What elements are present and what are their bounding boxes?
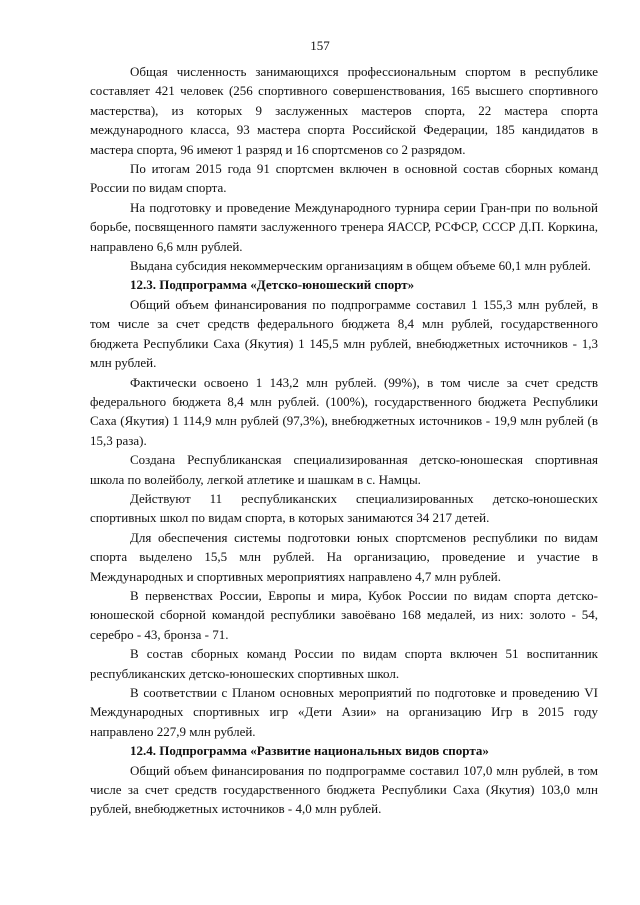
paragraph-schools-count: Действуют 11 республиканских специализированных детско-юношеских спортивных школ по видам спорта, в которых занимаются 34 217 детей. bbox=[90, 490, 598, 526]
page-body bbox=[90, 62, 598, 819]
paragraph-youth-training: Для обеспечения системы подготовки юных спортсменов республики по видам спорта выделено 15,5 млн рублей. На организацию, проведение и участие в Международных и спортивных мероприятиях направлено 4,7 млн рублей. bbox=[90, 529, 598, 584]
section-heading-12-3: 12.3. Подпрограмма «Детско-юношеский спорт» bbox=[130, 277, 415, 293]
paragraph-actually-spent: Фактически освоено 1 143,2 млн рублей. (99%), в том числе за счет средств федерального бюджета 8,4 млн рублей. (100%), государственного бюджета Республики Саха (Якутия) 1 114,9 млн рублей (97,3%), внебюджетных источников - 19,9 млн рублей (в 15,3 раза). bbox=[90, 374, 598, 448]
paragraph-national-team: По итогам 2015 года 91 спортсмен включен в основной состав сборных команд России по видам спорта. bbox=[90, 161, 598, 196]
section-heading-12-4: 12.4. Подпрограмма «Развитие национальных видов спорта» bbox=[130, 743, 489, 759]
paragraph-children-of-asia: В соответствии с Планом основных мероприятий по подготовке и проведению VI Международных спортивных игр «Дети Азии» на организацию Игр в 2015 году направлено 227,9 млн рублей. bbox=[90, 685, 598, 739]
paragraph-athletes-count: Общая численность занимающихся профессиональным спортом в республике составляет 421 человек (256 спортивного совершенствования, 165 высшего спортивного мастерства), из которых 9 заслуженных мастеров спорта, 22 мастера спорта международного класса, 93 мастера спорта Российской Федерации, 185 кандидатов в мастера спорта, 96 имеют 1 разряд и 16 спортсменов со 2 разрядом. bbox=[90, 64, 598, 157]
paragraph-financing-12-3: Общий объем финансирования по подпрограмме составил 1 155,3 млн рублей, в том числе за счет средств федерального бюджета 8,4 млн рублей, государственного бюджета Республики Саха (Якутия) 1 145,5 млн рублей, внебюджетных источников - 1,3 млн рублей. bbox=[90, 296, 598, 371]
page-number: 157 bbox=[310, 38, 330, 53]
paragraph-new-school: Создана Республиканская специализированная детско-юношеская спортивная школа по волейболу, легкой атлетике и шашкам в с. Намцы. bbox=[90, 452, 598, 487]
paragraph-pupils-national-team: В состав сборных команд России по видам спорта включен 51 воспитанник республиканских детско-юношеских спортивных школ. bbox=[90, 646, 598, 681]
paragraph-financing-12-4: Общий объем финансирования по подпрограмме составил 107,0 млн рублей, в том числе за счет средств государственного бюджета Республики Саха (Якутия) 103,0 млн рублей, внебюджетных источников - 4,0 млн рублей. bbox=[90, 762, 598, 817]
paragraph-medals: В первенствах России, Европы и мира, Кубок России по видам спорта детско-юношеской сборной командой республики завоёвано 168 медалей, из них: золото - 54, серебро - 43, бронза - 71. bbox=[90, 587, 598, 642]
paragraph-subsidy: Выдана субсидия некоммерческим организациям в общем объеме 60,1 млн рублей. bbox=[130, 258, 591, 274]
paragraph-grand-prix: На подготовку и проведение Международного турнира серии Гран-при по вольной борьбе, посвященного памяти заслуженного тренера ЯАССР, РСФСР, СССР Д.П. Коркина, направлено 6,6 млн рублей. bbox=[90, 199, 598, 254]
